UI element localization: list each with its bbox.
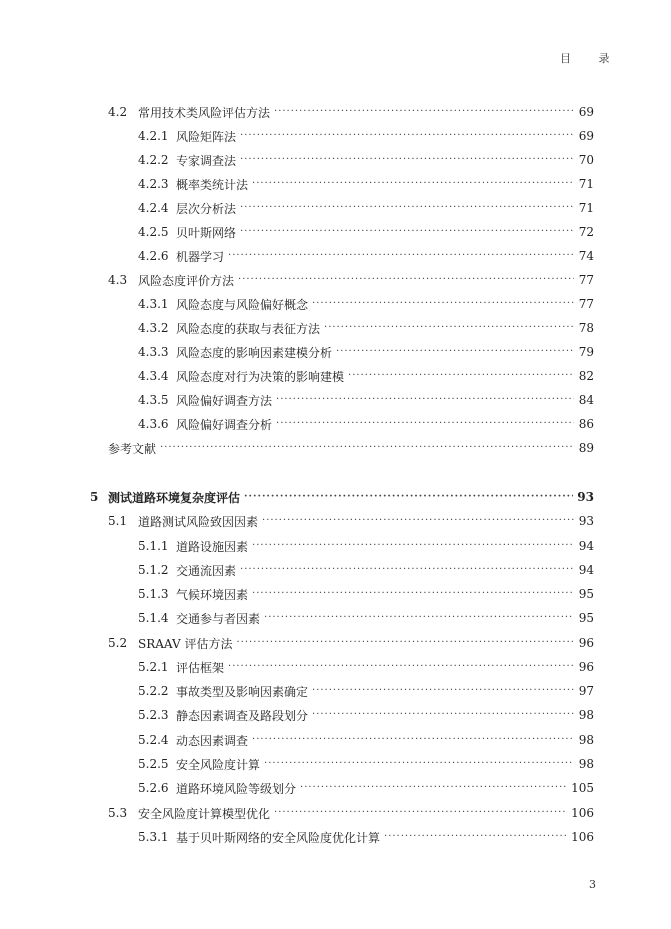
toc-entry-page: 105 — [571, 781, 594, 795]
toc-entry-title: 风险态度与风险偏好概念 — [176, 297, 309, 312]
toc-entry-number: 4.3.5 — [138, 393, 169, 407]
toc-entry — [138, 391, 594, 409]
toc-entry-page: 95 — [578, 587, 594, 601]
toc-entry — [138, 609, 594, 627]
toc-leader-dots — [252, 537, 574, 555]
toc-entry-title: 概率类统计法 — [176, 177, 249, 192]
toc-entry-title: 专家调查法 — [176, 153, 237, 168]
toc-entry-title: 气候环境因素 — [176, 587, 249, 602]
toc-entry-title: 道路环境风险等级划分 — [176, 781, 297, 796]
toc-entry — [138, 755, 594, 773]
toc-entry-number: 5.2 — [108, 636, 128, 650]
toc-leader-dots — [264, 755, 574, 773]
toc-entry — [108, 804, 594, 822]
toc-entry-page: 98 — [578, 708, 594, 722]
toc-entry — [138, 658, 594, 676]
toc-entry-page: 97 — [578, 684, 594, 698]
toc-entry — [138, 828, 594, 846]
toc-entry — [138, 175, 594, 193]
toc-entry — [138, 561, 594, 579]
toc-entry-number: 4.2.3 — [138, 177, 169, 191]
toc-entry — [108, 103, 594, 121]
toc-entry-title: 风险态度的影响因素建模分析 — [176, 345, 333, 360]
toc-entry-page: 84 — [578, 393, 594, 407]
toc-entry-title: 贝叶斯网络 — [176, 225, 237, 240]
toc-entry-title: 安全风险度计算 — [176, 757, 261, 772]
toc-entry-title: 风险态度评价方法 — [138, 273, 235, 288]
toc-entry-number: 4.2.4 — [138, 201, 169, 215]
toc-entry-number: 5.1.4 — [138, 611, 169, 625]
toc-entry-page: 96 — [578, 636, 594, 650]
toc-entry-title: 风险偏好调查方法 — [176, 393, 273, 408]
toc-entry-title: 机器学习 — [176, 249, 225, 264]
toc-entry-number: 5.1.3 — [138, 587, 169, 601]
toc-entry-page: 69 — [578, 129, 594, 143]
toc-entry-page: 106 — [571, 806, 594, 820]
toc-leader-dots — [324, 319, 574, 337]
toc-entry-number: 5.2.2 — [138, 684, 169, 698]
toc-entry-number: 5.1.2 — [138, 563, 169, 577]
toc-leader-dots — [240, 127, 574, 145]
toc-leader-dots — [274, 103, 574, 121]
toc-leader-dots — [384, 828, 567, 846]
toc-leader-dots — [312, 295, 574, 313]
toc-leader-dots — [240, 561, 574, 579]
toc-entry-number: 4.3.2 — [138, 321, 169, 335]
toc-entry — [138, 223, 594, 241]
toc-entry-number: 5.2.3 — [138, 708, 169, 722]
toc-entry-page: 72 — [578, 225, 594, 239]
toc-entry-page: 98 — [578, 757, 594, 771]
running-header: 目 录 — [560, 52, 622, 65]
toc-entry-number: 5.2.5 — [138, 757, 169, 771]
toc-leader-dots — [252, 731, 574, 749]
toc-entry-number: 4.3.4 — [138, 369, 169, 383]
toc-entry-page: 77 — [578, 273, 594, 287]
toc-entry — [108, 634, 594, 652]
toc-entry-title: 评估框架 — [176, 660, 225, 675]
toc-entry-number: 4.2.5 — [138, 225, 169, 239]
toc-entry-page: 74 — [578, 249, 594, 263]
toc-leader-dots — [264, 609, 574, 627]
toc-leader-dots — [240, 151, 574, 169]
toc-leader-dots — [160, 439, 574, 457]
toc-entry-title: 交通流因素 — [176, 563, 237, 578]
toc-entry-number: 5 — [90, 490, 99, 504]
toc-entry-title: SRAAV 评估方法 — [138, 636, 233, 651]
toc-entry-title: 交通参与者因素 — [176, 611, 261, 626]
toc-entry — [138, 706, 594, 724]
toc-entry-number: 4.3.1 — [138, 297, 169, 311]
toc-leader-dots — [262, 512, 574, 530]
toc-leader-dots — [336, 343, 574, 361]
toc-entry — [138, 199, 594, 217]
toc-entry-title: 安全风险度计算模型优化 — [138, 806, 271, 821]
toc-leader-dots — [252, 175, 574, 193]
toc-entry-number: 5.2.1 — [138, 660, 169, 674]
toc-entry-number: 5.2.4 — [138, 733, 169, 747]
toc-leader-dots — [244, 488, 573, 506]
toc-entry-number: 4.2.2 — [138, 153, 169, 167]
toc-entry-number: 4.3.6 — [138, 417, 169, 431]
toc-entry-page: 82 — [578, 369, 594, 383]
toc-entry-title: 风险态度的获取与表征方法 — [176, 321, 321, 336]
toc-entry-page: 93 — [578, 514, 594, 528]
toc-entry — [138, 731, 594, 749]
toc-leader-dots — [252, 585, 574, 603]
toc-entry-title: 风险态度对行为决策的影响建模 — [176, 369, 345, 384]
toc-leader-dots — [240, 199, 574, 217]
toc-entry-number: 5.3.1 — [138, 830, 169, 844]
toc-leader-dots — [236, 634, 574, 652]
toc-leader-dots — [348, 367, 574, 385]
toc-entry — [90, 488, 594, 506]
toc-entry — [138, 151, 594, 169]
toc-entry-page: 71 — [578, 177, 594, 191]
toc-entry-page: 96 — [578, 660, 594, 674]
toc-entry-title: 风险偏好调查分析 — [176, 417, 273, 432]
toc-entry-page: 95 — [578, 611, 594, 625]
toc-leader-dots — [312, 682, 574, 700]
toc-entry-number: 4.2 — [108, 105, 128, 119]
toc-leader-dots — [228, 658, 574, 676]
toc-entry — [138, 779, 594, 797]
toc-entry — [138, 415, 594, 433]
toc-entry-page: 79 — [578, 345, 594, 359]
toc-entry — [108, 512, 594, 530]
toc-entry-title: 道路测试风险致因因素 — [138, 514, 259, 529]
toc-entry-page: 94 — [578, 539, 594, 553]
page-number: 3 — [589, 878, 596, 891]
toc-entry-page: 94 — [578, 563, 594, 577]
toc-leader-dots — [276, 415, 574, 433]
toc-entry-page: 71 — [578, 201, 594, 215]
toc-entry-page: 106 — [571, 830, 594, 844]
toc-leader-dots — [240, 223, 574, 241]
toc-entry-page: 86 — [578, 417, 594, 431]
toc-entry-title: 层次分析法 — [176, 201, 237, 216]
toc-entry-title: 事故类型及影响因素确定 — [176, 684, 309, 699]
toc-entry-number: 5.3 — [108, 806, 128, 820]
toc-entry-title: 测试道路环境复杂度评估 — [108, 490, 241, 505]
toc-entry — [138, 585, 594, 603]
toc-leader-dots — [276, 391, 574, 409]
toc-entry-title: 动态因素调查 — [176, 733, 249, 748]
toc-entry — [138, 127, 594, 145]
toc-entry-title: 基于贝叶斯网络的安全风险度优化计算 — [176, 830, 381, 845]
toc-entry-page: 69 — [578, 105, 594, 119]
toc-entry-title: 道路设施因素 — [176, 539, 249, 554]
toc-entry-number: 4.3.3 — [138, 345, 169, 359]
toc-entry-title: 参考文献 — [108, 441, 157, 456]
toc-leader-dots — [238, 271, 574, 289]
toc-entry — [138, 682, 594, 700]
toc-entry-title: 静态因素调查及路段划分 — [176, 708, 309, 723]
toc-entry-page: 93 — [577, 490, 594, 504]
toc-entry — [138, 319, 594, 337]
toc-leader-dots — [228, 247, 574, 265]
toc-entry-page: 70 — [578, 153, 594, 167]
toc-entry-title: 风险矩阵法 — [176, 129, 237, 144]
toc-leader-dots — [312, 706, 574, 724]
toc-entry-page: 78 — [578, 321, 594, 335]
toc-entry-number: 4.2.1 — [138, 129, 169, 143]
toc-entry-number: 4.3 — [108, 273, 128, 287]
toc-entry-number: 5.1.1 — [138, 539, 169, 553]
toc-entry-page: 98 — [578, 733, 594, 747]
toc-entry-title: 常用技术类风险评估方法 — [138, 105, 271, 120]
toc-leader-dots — [274, 804, 567, 822]
toc-entry-number: 4.2.6 — [138, 249, 169, 263]
toc-entry — [138, 343, 594, 361]
toc-entry-number: 5.2.6 — [138, 781, 169, 795]
toc-entry — [108, 271, 594, 289]
toc-entry — [108, 439, 594, 457]
toc-entry — [138, 367, 594, 385]
toc-entry — [138, 247, 594, 265]
toc-entry-number: 5.1 — [108, 514, 128, 528]
toc-leader-dots — [300, 779, 567, 797]
toc-entry-page: 89 — [578, 441, 594, 455]
toc-entry-page: 77 — [578, 297, 594, 311]
toc-entry — [138, 295, 594, 313]
toc-entry — [138, 537, 594, 555]
